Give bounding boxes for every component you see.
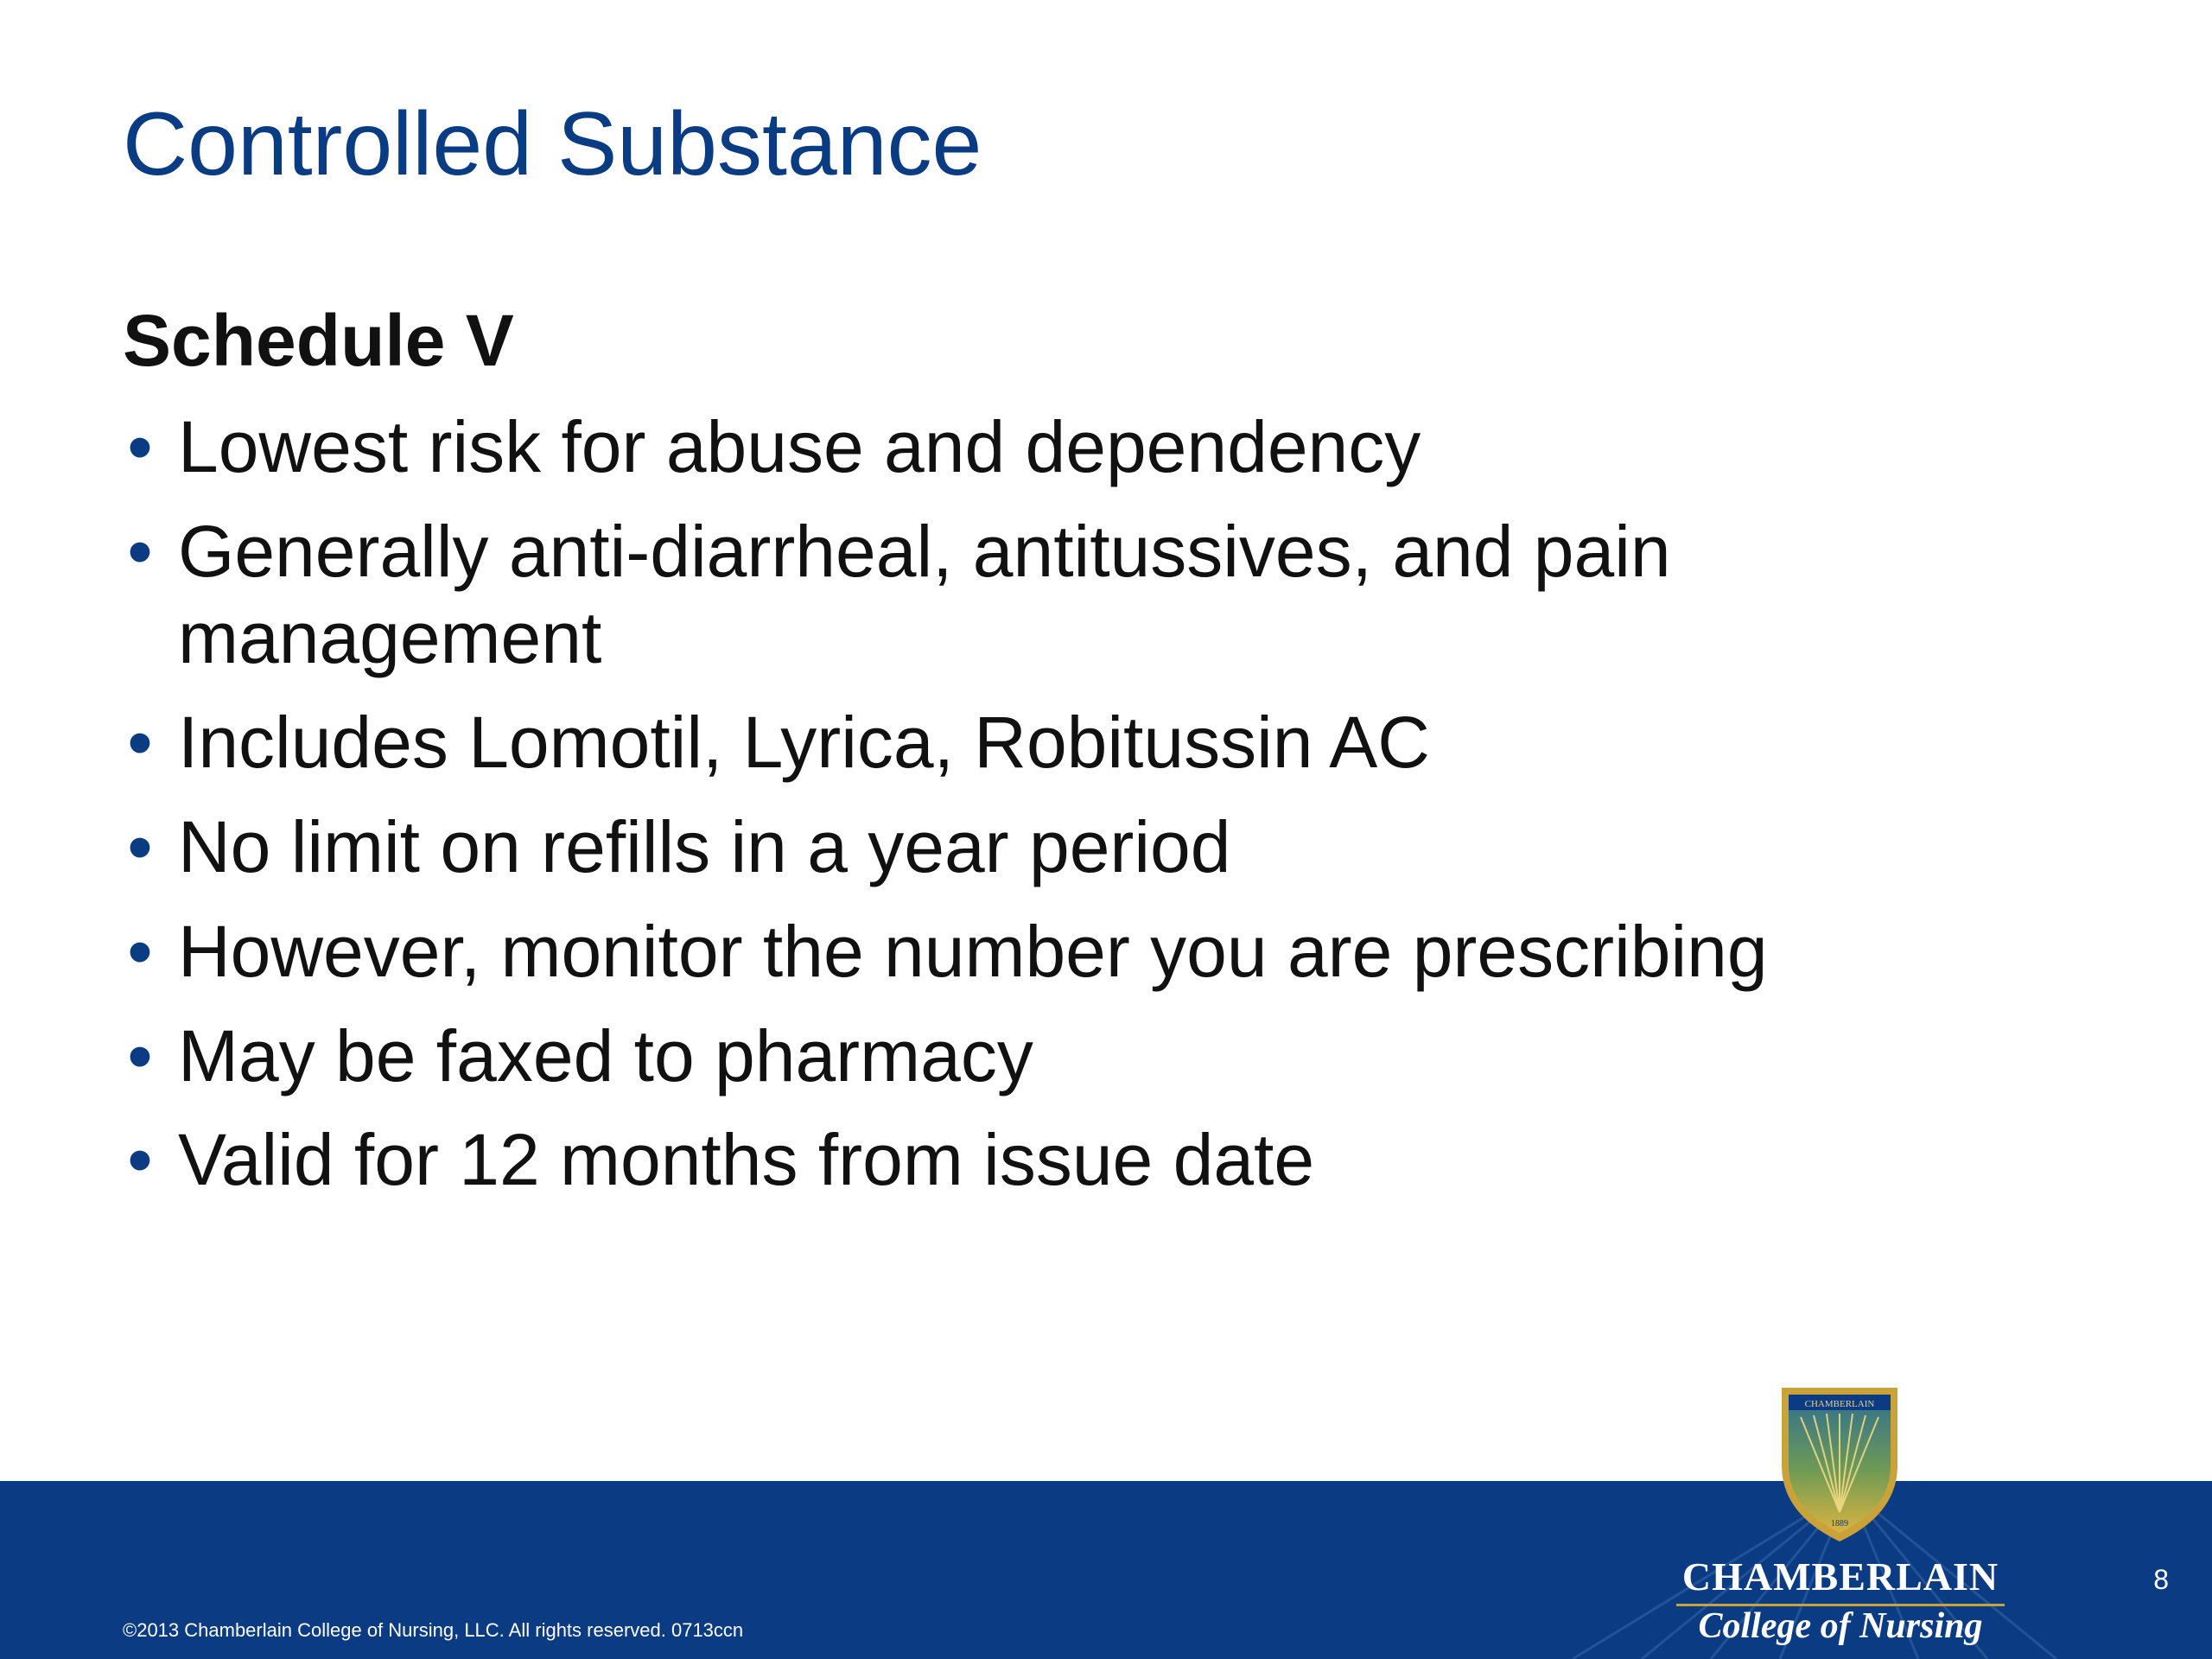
bullet-text: Generally anti-diarrheal, antitussives, and pain management	[178, 510, 1671, 679]
bullet-text: However, monitor the number you are prescribing	[178, 910, 1768, 992]
bullet-text: No limit on refills in a year period	[178, 805, 1231, 887]
bullet-item	[123, 404, 1949, 491]
bullet-item	[123, 699, 1949, 786]
bullet-item	[123, 1116, 1949, 1204]
bullet-icon: •	[127, 1014, 153, 1096]
bullet-icon: •	[127, 1119, 153, 1201]
bullet-icon: •	[127, 702, 153, 784]
slide-content	[123, 297, 2024, 1221]
bullet-item	[123, 1013, 1949, 1100]
bullet-text: Lowest risk for abuse and dependency	[178, 405, 1421, 487]
bullet-item	[123, 908, 1949, 995]
logo-subtitle: College of Nursing	[1698, 1606, 1983, 1646]
copyright-notice: ©2013 Chamberlain College of Nursing, LLC. All rights reserved. 0713ccn	[123, 1619, 744, 1641]
logo-wordmark: CHAMBERLAIN	[1681, 1554, 1999, 1599]
chamberlain-logo	[1668, 1382, 2031, 1646]
bullet-text: Includes Lomotil, Lyrica, Robitussin AC	[178, 702, 1430, 784]
bullet-icon: •	[127, 910, 153, 992]
crest-label: CHAMBERLAIN	[1804, 1399, 1875, 1409]
schedule-heading: Schedule V	[123, 300, 514, 381]
bullet-icon: •	[127, 510, 153, 592]
slide-title: Controlled Substance	[123, 94, 982, 194]
bullet-list	[123, 404, 2024, 1204]
bullet-item	[123, 804, 1949, 891]
bullet-icon: •	[127, 405, 153, 487]
bullet-icon: •	[127, 805, 153, 887]
bullet-text: May be faxed to pharmacy	[178, 1014, 1033, 1096]
page-number: 8	[2153, 1564, 2169, 1595]
bullet-text: Valid for 12 months from issue date	[178, 1119, 1315, 1201]
crest-year: 1889	[1831, 1519, 1848, 1529]
shield-crest-icon	[1775, 1382, 1904, 1547]
bullet-item	[123, 508, 1949, 683]
